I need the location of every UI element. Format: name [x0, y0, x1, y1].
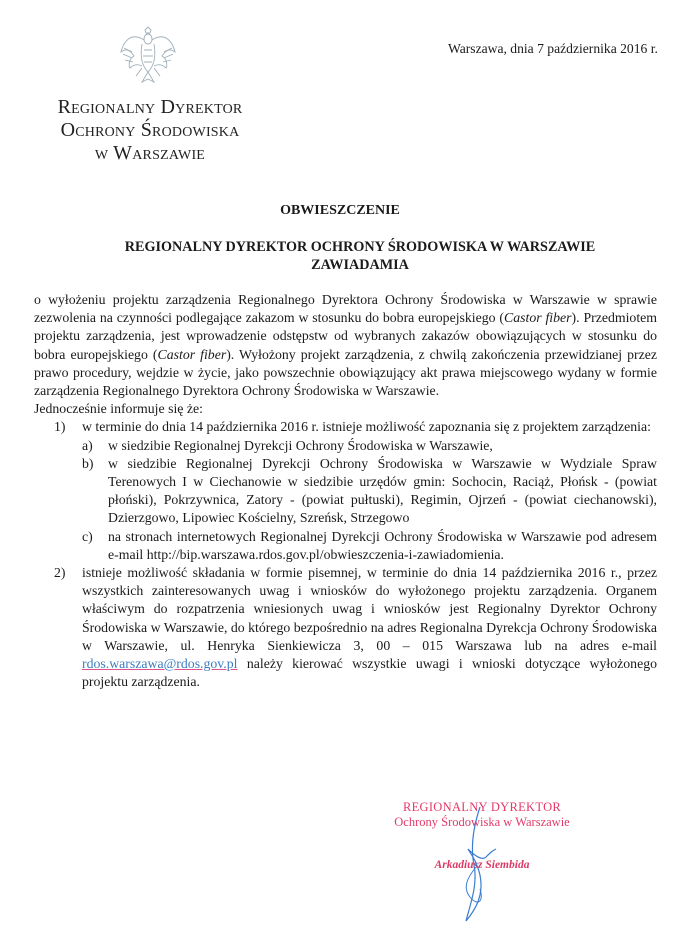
list-number: 1)	[54, 419, 66, 435]
issuing-office-header	[30, 96, 270, 165]
sub-item-letter: b)	[82, 455, 94, 471]
document-subtitle	[120, 238, 600, 274]
intro-text: o wyłożeniu projektu zarządzenia Regionalnego Dyrektora Ochrony Środowiska w Warszawie w sprawie zezwolenia na czynności podlegające zakazom w stosunku do bobra europejskiego (	[34, 292, 657, 326]
stamp-title: REGIONALNY DYREKTOR	[402, 800, 562, 814]
sub-item-text: w siedzibie Regionalnej Dyrekcji Ochrony Środowiska w Warszawie w Wydziale Spraw Terenowych I w Ciechanowie w siedzibie urzędów gmin: Sochocin, Raciąż, Płońsk - (powiat płoński), Pokrzywnica, Zatory - (powiat pułtuski), Regimin, Ojrzeń - (powiat ciechanowski), Dzierzgowo, Lipowiec Kościelny, Szreńsk, Strzegowo	[108, 455, 657, 526]
sub-item-b	[82, 455, 657, 528]
stamp-signatory-name: Arkadiusz Siembida	[434, 859, 530, 871]
intro-text: ). Wyłożony projekt zarządzenia, z chwilą zakończenia przewidzianej przez prawo procedury, wejdzie w życie, jako powszechnie obowiązujący akt prawa miejscowego wydany w formie zarządzenia Regionalnego Dyrektora Ochrony Środowiska w Warszawie.	[34, 346, 657, 399]
office-line: Regionalny Dyrektor	[57, 96, 243, 118]
office-line: w Warszawie	[94, 142, 206, 164]
list-item-text	[82, 564, 657, 691]
also-informed-line: Jednocześnie informuje się że:	[34, 401, 203, 417]
list-item-text-part: należy kierować wszystkie uwagi i wnioski dotyczące wyłożonego projektu zarządzenia.	[82, 656, 657, 690]
sub-item-a	[82, 437, 657, 455]
document-title: OBWIESZCZENIE	[280, 203, 400, 218]
stamp-office: Ochrony Środowiska w Warszawie	[394, 815, 570, 829]
office-line: Ochrony Środowiska	[60, 119, 240, 141]
subtitle-line: REGIONALNY DYREKTOR OCHRONY ŚRODOWISKA W WARSZAWIE	[124, 239, 596, 255]
species-name: Castor fiber	[504, 310, 572, 326]
list-number: 2)	[54, 565, 66, 581]
intro-text: ). Przedmiotem projektu zarządzenia, jest wprowadzenie odstępstw od wybranych zakazów obowiązujących w stosunku do bobra europejskiego (	[34, 310, 658, 362]
sub-item-text: w siedzibie Regionalnej Dyrekcji Ochrony Środowiska w Warszawie,	[108, 437, 493, 453]
handwritten-signature	[440, 805, 520, 925]
sub-item-c	[82, 528, 657, 564]
list-item-1	[34, 418, 657, 564]
sub-item-letter: a)	[82, 437, 93, 453]
list-item-2	[34, 564, 657, 691]
intro-paragraph	[34, 291, 657, 400]
list-item-text: w terminie do dnia 14 października 2016 r. istnieje możliwość zapoznania się z projektem zarządzenia:	[82, 419, 651, 435]
list-item-text-part: istnieje możliwość składania w formie pisemnej, w terminie do dnia 14 października 2016 r., przez wszystkich zainteresowanych uwag i wniosków do wyłożonego projektu zarządzenia. Organem właściwym do rozpatrzenia wniesionych uwag i wniosków jest Regionalny Dyrektor Ochrony Środowiska w Warszawie, do którego bezpośrednio na adres Regionalna Dyrekcja Ochrony Środowiska w Warszawie, ul. Henryka Sienkiewicza 3, 00 – 015 Warszawa lub na adres e-mail	[82, 565, 657, 653]
document-date: Warszawa, dnia 7 października 2016 r.	[448, 41, 658, 56]
subtitle-line: ZAWIADAMIA	[311, 257, 409, 273]
document-body	[34, 291, 657, 691]
species-name: Castor fiber	[157, 346, 227, 362]
sub-item-letter: c)	[82, 528, 93, 544]
eagle-emblem-icon	[118, 26, 178, 88]
email-link[interactable]: rdos.warszawa@rdos.gov.pl	[82, 656, 238, 672]
sub-item-text: na stronach internetowych Regionalnej Dyrekcji Ochrony Środowiska w Warszawie pod adresem e-mail http://bip.warszawa.rdos.gov.pl/obwieszczenia-i-zawiadomienia.	[108, 528, 657, 562]
